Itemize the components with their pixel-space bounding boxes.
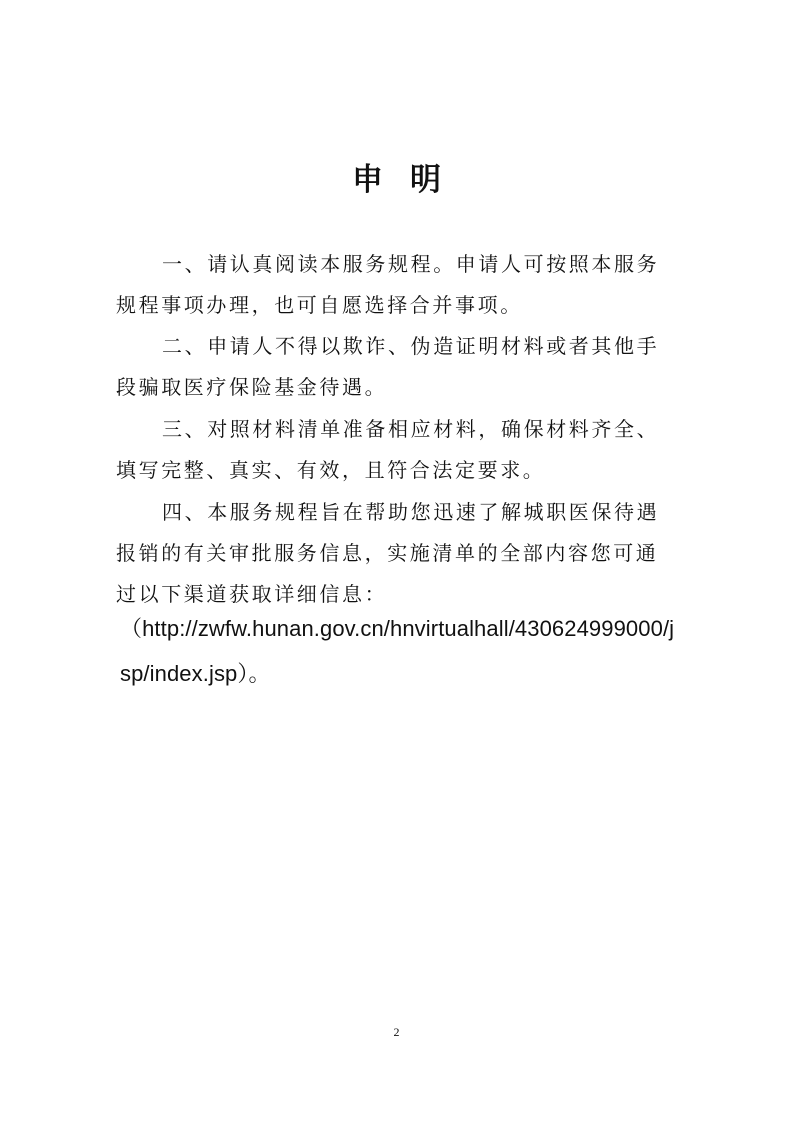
page-title: 申明 xyxy=(352,162,468,198)
service-url: （http://zwfw.hunan.gov.cn/hnvirtualhall/430624999000/jsp/index.jsp）。 xyxy=(120,616,675,686)
paragraph-3: 三、对照材料清单准备相应材料，确保材料齐全、填写完整、真实、有效，且符合法定要求。 xyxy=(116,417,660,482)
paragraph-1: 一、请认真阅读本服务规程。申请人可按照本服务规程事项办理，也可自愿选择合并事项。 xyxy=(116,252,660,317)
paragraph-2: 二、申请人不得以欺诈、伪造证明材料或者其他手段骗取医疗保险基金待遇。 xyxy=(116,334,660,399)
page-number: 2 xyxy=(393,1025,400,1039)
paragraph-4: 四、本服务规程旨在帮助您迅速了解城职医保待遇报销的有关审批服务信息，实施清单的全部内容您可通过以下渠道获取详细信息： xyxy=(116,500,660,606)
